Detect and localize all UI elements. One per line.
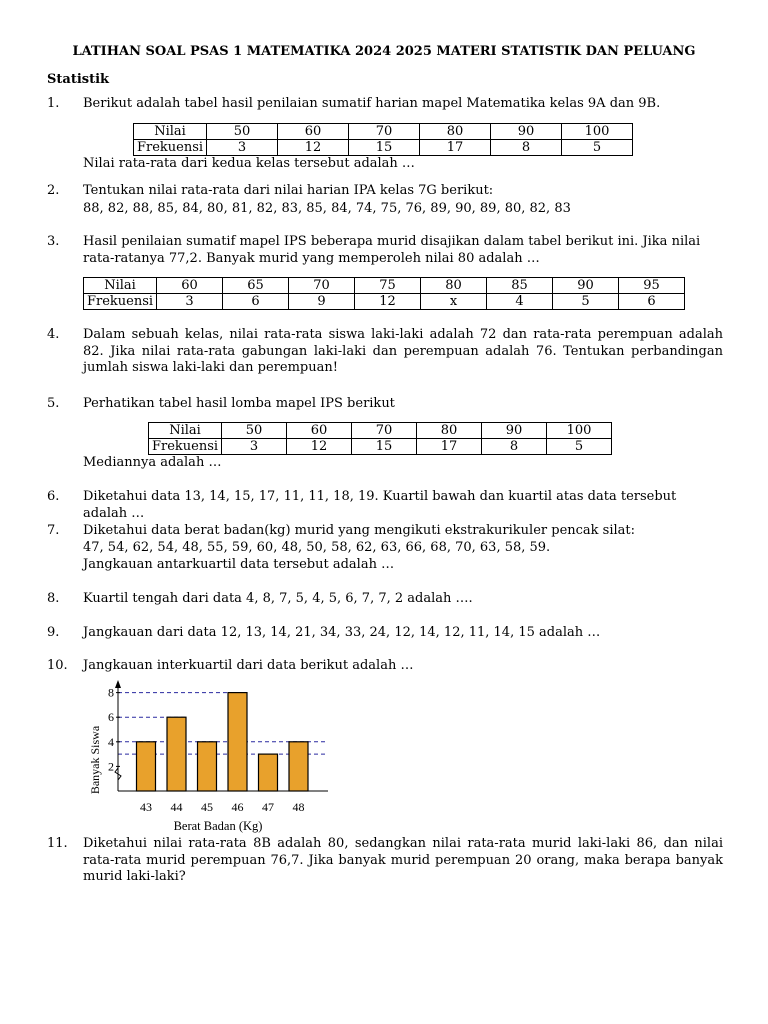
table-row (134, 124, 633, 140)
bar-47 (259, 754, 278, 791)
table-header-cell: Frekuensi (84, 294, 157, 310)
page-title: LATIHAN SOAL PSAS 1 MATEMATIKA 2024 2025 MATERI STATISTIK DAN PELUANG (72, 44, 696, 59)
table-cell: 4 (487, 294, 553, 310)
table-cell: 90 (482, 423, 547, 439)
table-cell: 75 (355, 278, 421, 294)
table-cell: 70 (352, 423, 417, 439)
bar-46 (228, 693, 247, 791)
question-number: 6. (47, 489, 60, 504)
table-cell: 60 (278, 124, 349, 140)
table-cell: 60 (287, 423, 352, 439)
table-cell: 5 (562, 140, 633, 156)
table-cell: 95 (619, 278, 685, 294)
x-tick-label: 48 (292, 800, 305, 814)
question-number: 10. (47, 658, 68, 673)
q1-table (133, 123, 633, 156)
bar-45 (198, 742, 217, 791)
question-text: Jangkauan dari data 12, 13, 14, 21, 34, 33, 24, 12, 14, 12, 11, 14, 15 adalah … (83, 625, 601, 640)
x-tick-label: 45 (201, 800, 213, 814)
q5-table (148, 422, 612, 455)
table-row (134, 140, 633, 156)
question-text: Hasil penilaian sumatif mapel IPS beberapa murid disajikan dalam tabel berikut ini. Jika nilai rata-ratanya 77,2. Banyak murid yang memperoleh nilai 80 adalah … (83, 234, 701, 266)
bar-44 (167, 717, 186, 791)
question-text: Nilai rata-rata dari kedua kelas tersebut adalah … (83, 156, 415, 171)
table-cell: x (421, 294, 487, 310)
y-tick-label: 4 (108, 734, 114, 749)
table-cell: 3 (207, 140, 278, 156)
table-cell: 17 (417, 439, 482, 455)
question-text: Dalam sebuah kelas, nilai rata-rata siswa laki-laki adalah 72 dan rata-rata perempuan adalah 82. Jika nilai rata-rata gabungan laki-laki dan perempuan adalah 76. Tentukan perbandingan jumlah siswa laki-laki dan perempuan! (83, 327, 723, 375)
table-cell: 100 (547, 423, 612, 439)
table-row (84, 294, 685, 310)
table-cell: 85 (487, 278, 553, 294)
question-text: Perhatikan tabel hasil lomba mapel IPS berikut (83, 396, 395, 411)
question-number: 1. (47, 96, 60, 111)
bar-48 (289, 742, 308, 791)
table-cell: 12 (278, 140, 349, 156)
y-tick-label: 8 (108, 685, 114, 700)
table-row (84, 278, 685, 294)
table-cell: 12 (355, 294, 421, 310)
data-list: 47, 54, 62, 54, 48, 55, 59, 60, 48, 50, 58, 62, 63, 66, 68, 70, 63, 58, 59. (83, 540, 551, 555)
table-cell: 9 (289, 294, 355, 310)
table-cell: 3 (222, 439, 287, 455)
x-tick-label: 44 (170, 800, 183, 814)
table-header-cell: Nilai (149, 423, 222, 439)
x-tick-label: 46 (231, 800, 244, 814)
question-number: 8. (47, 591, 60, 606)
table-cell: 90 (491, 124, 562, 140)
question-number: 11. (47, 836, 68, 851)
data-list: 88, 82, 88, 85, 84, 80, 81, 82, 83, 85, 84, 74, 75, 76, 89, 90, 89, 80, 82, 83 (83, 201, 571, 216)
question-number: 9. (47, 625, 60, 640)
question-number: 2. (47, 183, 60, 198)
table-cell: 60 (157, 278, 223, 294)
table-cell: 50 (207, 124, 278, 140)
x-tick-label: 43 (140, 800, 152, 814)
question-text: Kuartil tengah dari data 4, 8, 7, 5, 4, 5, 6, 7, 7, 2 adalah …. (83, 591, 473, 606)
table-cell: 80 (421, 278, 487, 294)
x-tick-label: 47 (262, 800, 274, 814)
table-cell: 80 (420, 124, 491, 140)
table-cell: 5 (553, 294, 619, 310)
table-row (149, 439, 612, 455)
table-header-cell: Frekuensi (149, 439, 222, 455)
question-number: 3. (47, 234, 60, 249)
table-cell: 90 (553, 278, 619, 294)
table-cell: 70 (289, 278, 355, 294)
table-header-cell: Nilai (84, 278, 157, 294)
question-number: 4. (47, 327, 60, 342)
question-text: Jangkauan interkuartil dari data berikut adalah … (83, 658, 414, 673)
table-cell: 15 (352, 439, 417, 455)
y-axis-arrow-icon (115, 680, 121, 688)
question-text: Mediannya adalah … (83, 455, 222, 470)
table-cell: 8 (491, 140, 562, 156)
question-text: Diketahui data berat badan(kg) murid yang mengikuti ekstrakurikuler pencak silat: (83, 523, 636, 538)
bar-chart (88, 680, 348, 835)
table-cell: 15 (349, 140, 420, 156)
question-text: Diketahui nilai rata-rata 8B adalah 80, sedangkan nilai rata-rata murid laki-laki 86, dan nilai rata-rata murid perempuan 76,7. Jika banyak murid perempuan 20 orang, maka berapa banyak murid laki-laki? (83, 836, 723, 884)
x-axis-label: Berat Badan (Kg) (173, 819, 263, 833)
table-cell: 6 (619, 294, 685, 310)
table-header-cell: Frekuensi (134, 140, 207, 156)
x-tick-labels (140, 800, 305, 814)
table-row (149, 423, 612, 439)
bar-43 (137, 742, 156, 791)
question-text: Berikut adalah tabel hasil penilaian sumatif harian mapel Matematika kelas 9A dan 9B. (83, 96, 661, 111)
y-tick-label: 6 (108, 710, 114, 725)
q3-table (83, 277, 685, 310)
table-cell: 6 (223, 294, 289, 310)
table-cell: 100 (562, 124, 633, 140)
table-cell: 65 (223, 278, 289, 294)
section-heading: Statistik (47, 72, 110, 87)
table-cell: 12 (287, 439, 352, 455)
question-number: 7. (47, 523, 60, 538)
question-text: Diketahui data 13, 14, 15, 17, 11, 11, 18, 19. Kuartil bawah dan kuartil atas data tersebut adalah … (83, 489, 677, 521)
y-tick-label: 2 (108, 759, 114, 774)
table-cell: 80 (417, 423, 482, 439)
question-number: 5. (47, 396, 60, 411)
table-cell: 50 (222, 423, 287, 439)
table-header-cell: Nilai (134, 124, 207, 140)
question-text: Jangkauan antarkuartil data tersebut adalah … (83, 557, 395, 572)
table-cell: 8 (482, 439, 547, 455)
question-text: Tentukan nilai rata-rata dari nilai harian IPA kelas 7G berikut: (83, 183, 494, 198)
table-cell: 70 (349, 124, 420, 140)
y-axis-label: Banyak Siswa (88, 725, 102, 795)
table-cell: 17 (420, 140, 491, 156)
table-cell: 5 (547, 439, 612, 455)
table-cell: 3 (157, 294, 223, 310)
